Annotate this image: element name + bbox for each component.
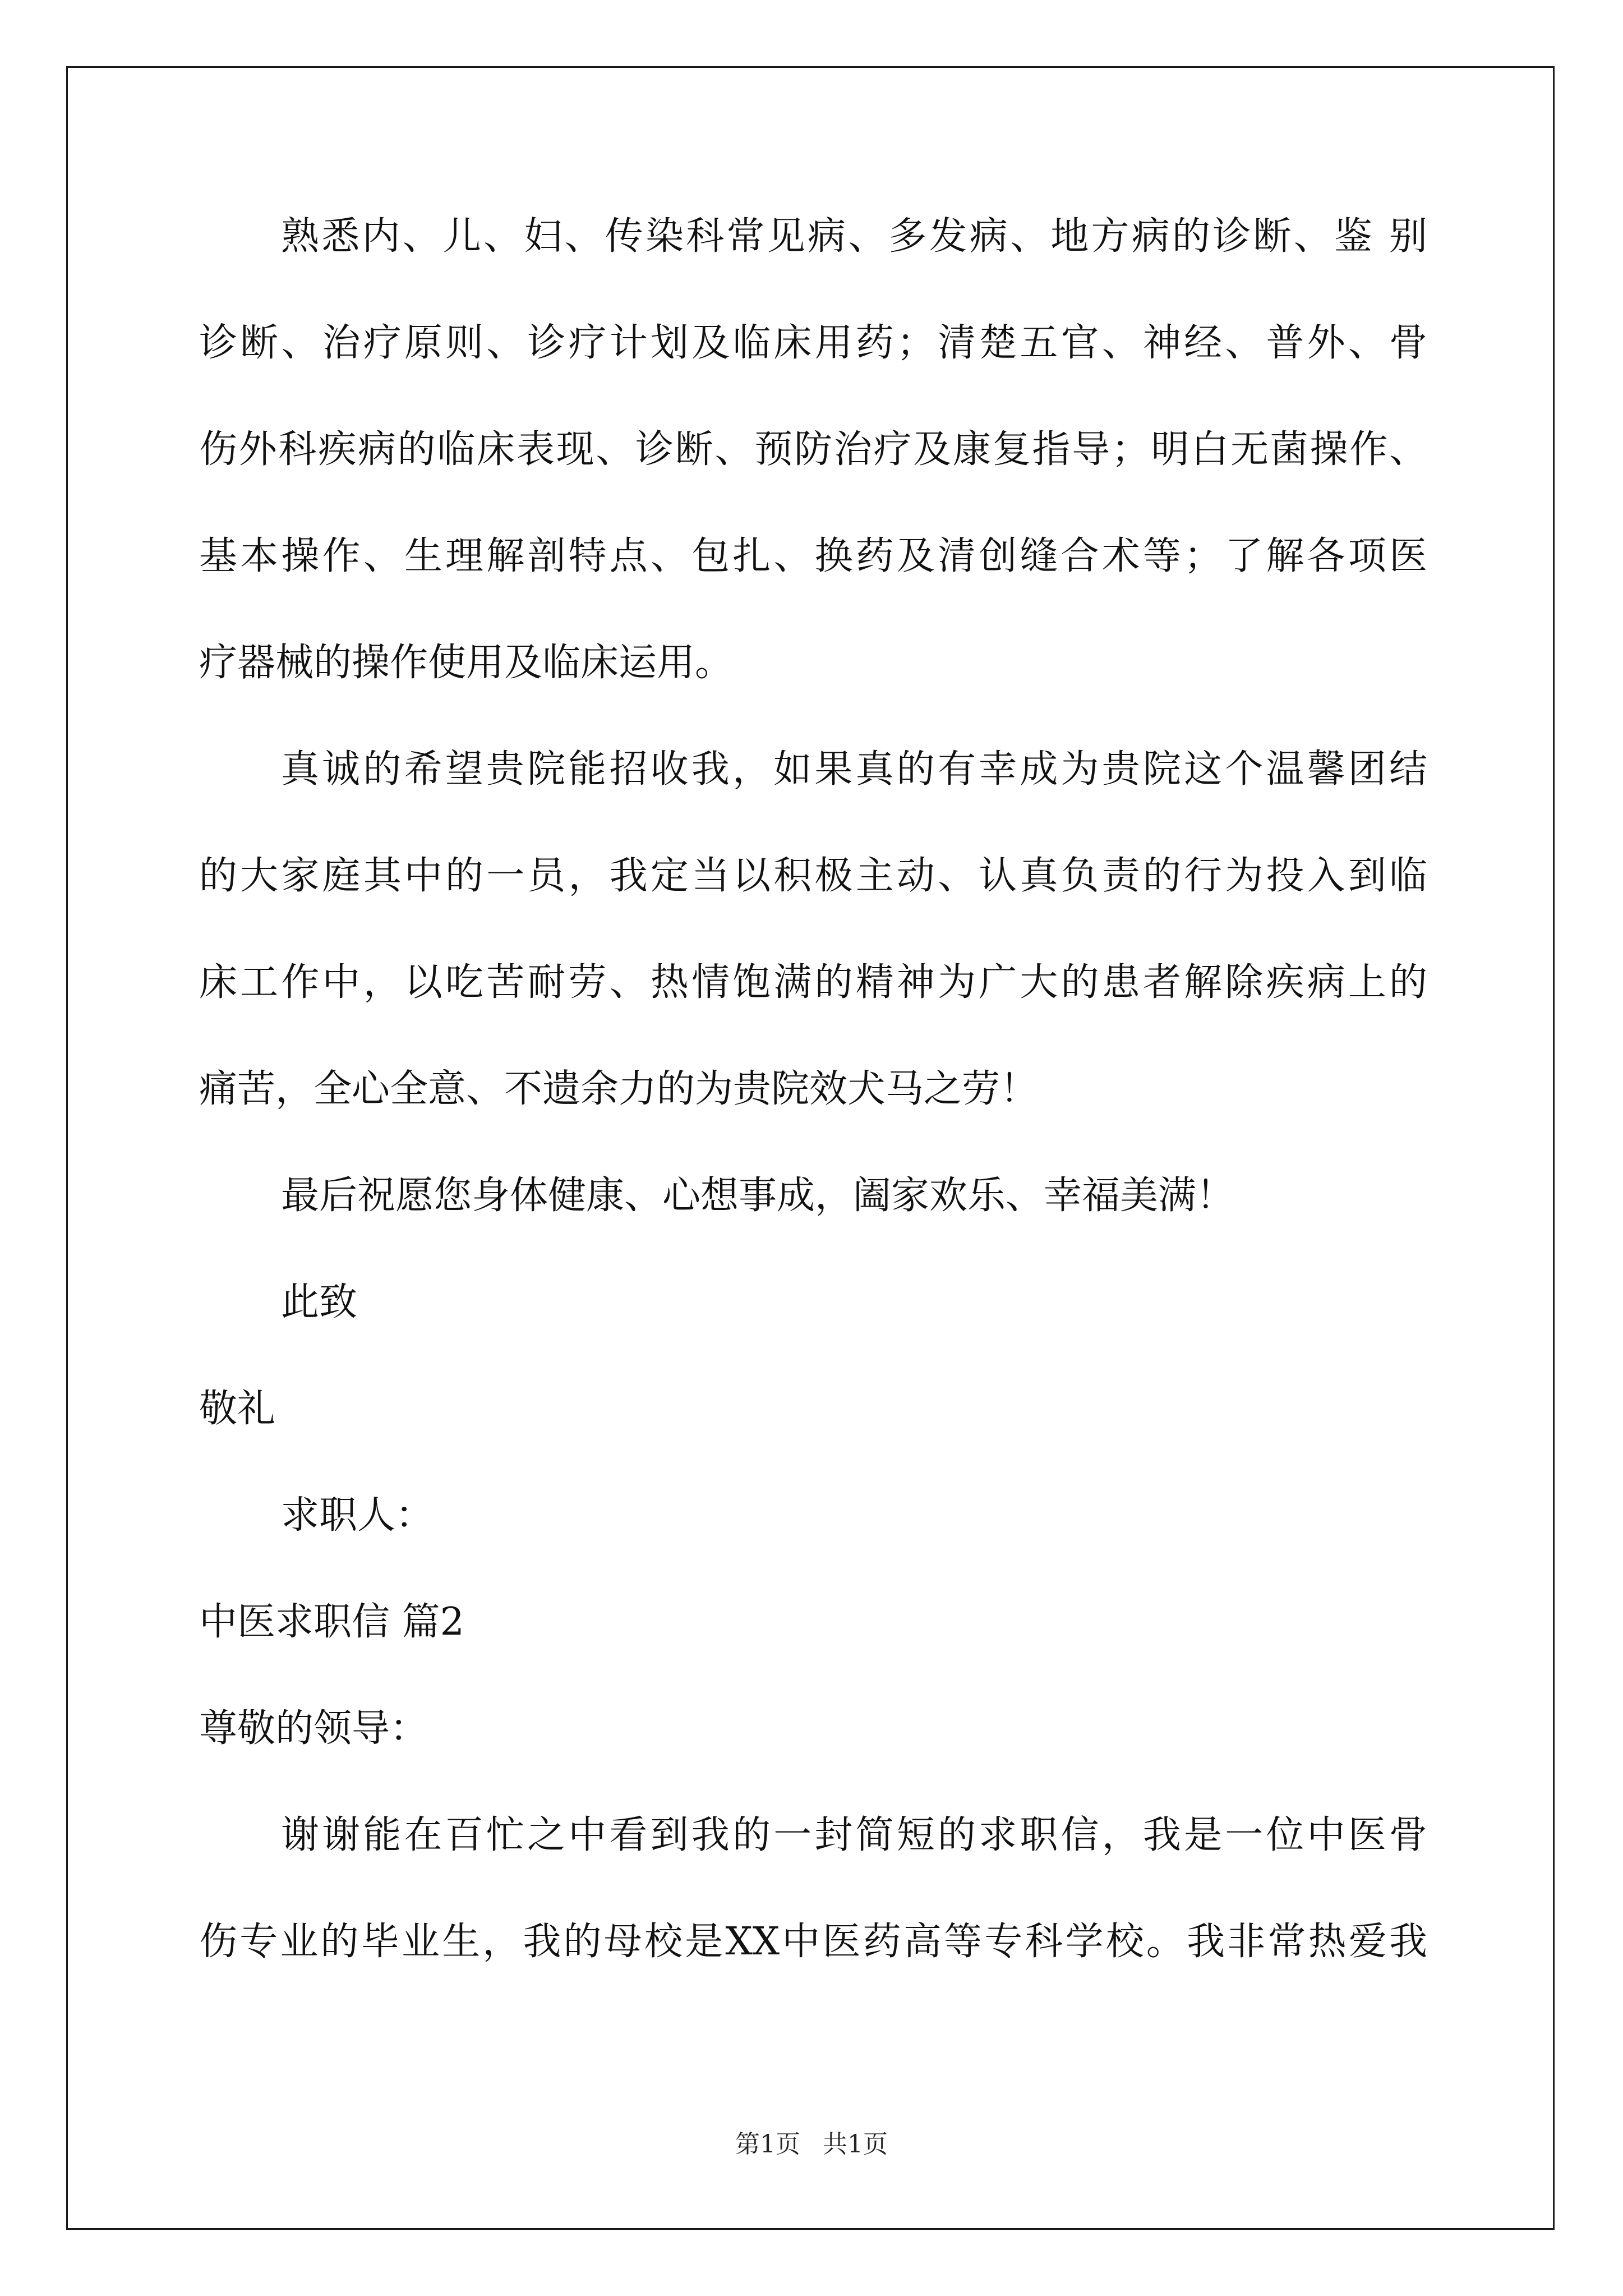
page-footer [0, 2129, 1623, 2160]
page-number: 第1页 [735, 2130, 800, 2159]
paragraph-line: 熟悉内、儿、妇、传染科常见病、多发病、地方病的诊断、鉴 别 [281, 214, 1427, 259]
paragraph-line: 疗器械的操作使用及临床运用。 [199, 641, 734, 685]
paragraph-line: 谢谢能在百忙之中看到我的一封简短的求职信，我是一位中医骨 [281, 1813, 1427, 1857]
page-border [66, 66, 1555, 2230]
paragraph-line: 痛苦，全心全意、不遗余力的为贵院效犬马之劳！ [199, 1067, 1039, 1111]
closing-wish: 最后祝愿您身体健康、心想事成，阖家欢乐、幸福美满！ [281, 1174, 1235, 1218]
paragraph-line: 基本操作、生理解剖特点、包扎、换药及清创缝合术等；了解各项医 [199, 534, 1427, 578]
page-total: 共1页 [823, 2130, 888, 2159]
salutation-respect: 敬礼 [199, 1387, 276, 1431]
paragraph-line: 的大家庭其中的一员，我定当以积极主动、认真负责的行为投入到临 [199, 854, 1427, 898]
section-heading: 中医求职信 篇2 [199, 1600, 464, 1644]
paragraph-line: 伤外科疾病的临床表现、诊断、预防治疗及康复指导；明白无菌操作、 [199, 427, 1427, 472]
salutation-closing: 此致 [281, 1280, 358, 1324]
paragraph-line: 诊断、治疗原则、诊疗计划及临床用药；清楚五官、神经、普外、骨 [199, 321, 1427, 365]
paragraph-line: 伤专业的毕业生，我的母校是XX中医药高等专科学校。我非常热爱我 [199, 1920, 1427, 1964]
applicant-signature: 求职人： [281, 1493, 434, 1538]
paragraph-line: 真诚的希望贵院能招收我，如果真的有幸成为贵院这个温馨团结 [281, 747, 1427, 792]
paragraph-line: 床工作中，以吃苦耐劳、热情饱满的精神为广大的患者解除疾病上的 [199, 960, 1427, 1005]
letter-greeting: 尊敬的领导： [199, 1706, 428, 1751]
